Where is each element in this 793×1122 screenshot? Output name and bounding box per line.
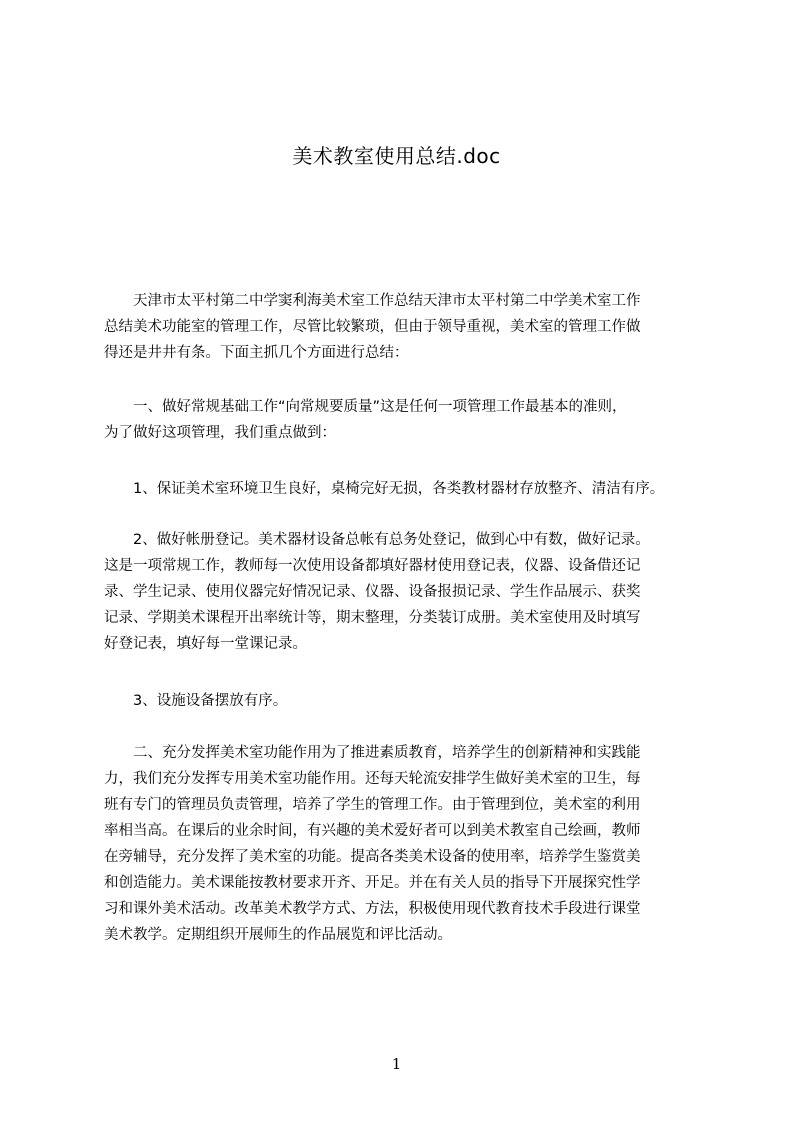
paragraph-item-three — [104, 688, 724, 714]
paragraph-section-two — [104, 740, 724, 948]
paragraph-line: 在旁辅导，充分发挥了美术室的功能。提高各类美术设备的使用率，培养学生鉴赏美 — [104, 849, 641, 865]
document-title: 美术教室使用总结.doc — [292, 144, 501, 168]
paragraph-line: 一、做好常规基础工作“向常规要质量”这是任何一项管理工作最基本的准则， — [104, 399, 627, 415]
paragraph-item-one — [104, 476, 724, 502]
paragraph-line: 3、设施设备摆放有序。 — [104, 693, 288, 709]
paragraph-intro — [104, 288, 724, 366]
paragraph-line: 录、学生记录、使用仪器完好情况记录、仪器、设备报损记录、学生作品展示、获奖 — [104, 584, 641, 600]
paragraph-line: 总结美术功能室的管理工作，尽管比较繁琐，但由于领导重视，美术室的管理工作做 — [104, 319, 641, 335]
paragraph-line: 记录、学期美术课程开出率统计等，期末整理，分类装订成册。美术室使用及时填写 — [104, 610, 641, 626]
paragraph-line: 率相当高。在课后的业余时间，有兴趣的美术爱好者可以到美术教室自己绘画，教师 — [104, 823, 641, 839]
paragraph-line: 好登记表，填好每一堂课记录。 — [104, 636, 307, 652]
page-number: 1 — [391, 1055, 402, 1073]
paragraph-line: 为了做好这项管理，我们重点做到： — [104, 425, 336, 441]
paragraph-line: 这是一项常规工作，教师每一次使用设备都填好器材使用登记表，仪器、设备借还记 — [104, 558, 641, 574]
paragraph-line: 2、做好帐册登记。美术器材设备总帐有总务处登记，做到心中有数，做好记录。 — [104, 532, 650, 548]
paragraph-section-one — [104, 394, 724, 446]
paragraph-line: 得还是井井有条。下面主抓几个方面进行总结： — [104, 345, 409, 361]
paragraph-item-two — [104, 527, 724, 657]
paragraph-line: 和创造能力。美术课能按教材要求开齐、开足。并在有关人员的指导下开展探究性学 — [104, 875, 641, 891]
paragraph-line: 天津市太平村第二中学窦利海美术室工作总结天津市太平村第二中学美术室工作 — [104, 293, 641, 309]
paragraph-line: 美术教学。定期组织开展师生的作品展览和评比活动。 — [104, 927, 452, 943]
paragraph-line: 习和课外美术活动。改革美术教学方式、方法，积极使用现代教育技术手段进行课堂 — [104, 901, 641, 917]
paragraph-line: 力，我们充分发挥专用美术室功能作用。还每天轮流安排学生做好美术室的卫生，每 — [104, 771, 641, 787]
paragraph-line: 1、保证美术室环境卫生良好，桌椅完好无损，各类教材器材存放整齐、清洁有序。 — [104, 481, 665, 497]
paragraph-line: 班有专门的管理员负责管理，培养了学生的管理工作。由于管理到位，美术室的利用 — [104, 797, 641, 813]
paragraph-line: 二、充分发挥美术室功能作用为了推进素质教育，培养学生的创新精神和实践能 — [104, 745, 641, 761]
